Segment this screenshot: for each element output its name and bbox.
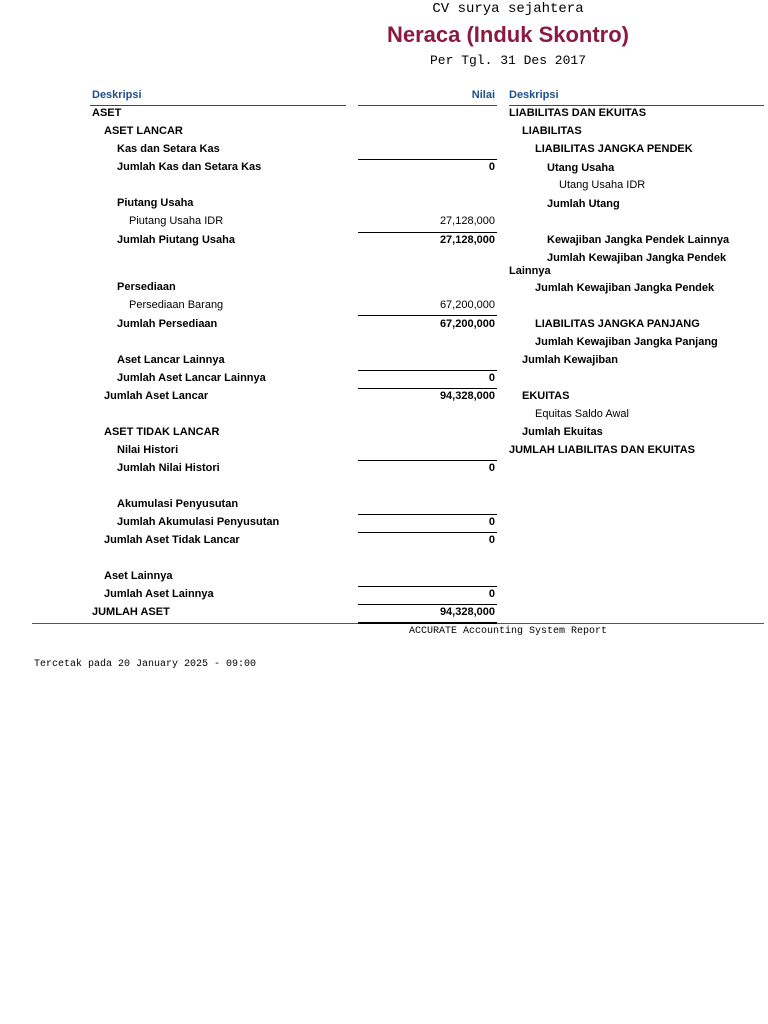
liability-row: [509, 426, 764, 439]
asset-value: 0: [488, 588, 495, 600]
liability-row: [509, 198, 764, 211]
asset-label: ASET LANCAR: [104, 125, 183, 137]
liability-label: LIABILITAS JANGKA PENDEK: [535, 143, 693, 155]
asset-value: 94,328,000: [439, 606, 495, 618]
asset-label: Jumlah Persediaan: [117, 318, 218, 330]
liability-row: [509, 107, 764, 120]
asset-label: Jumlah Aset Lancar: [104, 390, 209, 402]
asset-label: Aset Lancar Lainnya: [117, 354, 225, 366]
asset-label: Jumlah Piutang Usaha: [117, 234, 235, 246]
asset-label: ASET: [92, 107, 122, 119]
system-footer: ACCURATE Accounting System Report: [408, 626, 608, 637]
liability-label: JUMLAH LIABILITAS DAN EKUITAS: [509, 444, 695, 456]
asset-value: 0: [488, 161, 495, 173]
asset-label: Jumlah Akumulasi Penyusutan: [117, 516, 280, 528]
asset-label: Nilai Histori: [117, 444, 179, 456]
liability-label: Kewajiban Jangka Pendek Lainnya: [547, 234, 730, 246]
asset-value: 67,200,000: [439, 318, 495, 330]
asset-label: Jumlah Aset Lancar Lainnya: [117, 372, 266, 384]
asset-label: Piutang Usaha IDR: [129, 215, 224, 227]
liability-label: LIABILITAS JANGKA PANJANG: [535, 318, 700, 330]
header-divider-left: [90, 105, 346, 106]
asset-value: 27,128,000: [439, 215, 495, 227]
asset-label: Jumlah Kas dan Setara Kas: [117, 161, 262, 173]
liability-row: [509, 390, 764, 403]
liability-row: [509, 336, 764, 349]
grand-total-rule: [358, 622, 497, 624]
liability-row: [509, 252, 764, 278]
report-period: Per Tgl. 31 Des 2017: [429, 53, 587, 68]
asset-value: 0: [488, 516, 495, 528]
asset-label: Persediaan: [117, 281, 176, 293]
liability-label: Equitas Saldo Awal: [535, 408, 629, 420]
asset-value: 0: [488, 462, 495, 474]
column-header-value: Nilai: [471, 89, 495, 101]
liability-row: [509, 354, 764, 367]
report-title: Neraca (Induk Skontro): [386, 22, 630, 47]
liability-label: Utang Usaha: [547, 162, 615, 174]
liability-label: Jumlah Kewajiban Jangka Panjang: [535, 336, 718, 348]
liability-row: [509, 162, 764, 175]
liability-label: LIABILITAS: [522, 125, 582, 137]
liability-label: Utang Usaha IDR: [559, 179, 646, 191]
asset-label: Jumlah Nilai Histori: [117, 462, 220, 474]
column-header-description-left: Deskripsi: [92, 89, 142, 101]
asset-value: 0: [488, 372, 495, 384]
liability-row: [509, 125, 764, 138]
asset-label: Jumlah Aset Lainnya: [104, 588, 214, 600]
asset-label: Akumulasi Penyusutan: [117, 498, 239, 510]
liability-row: [509, 318, 764, 331]
liability-label: Jumlah Ekuitas: [522, 426, 603, 438]
liability-row: [509, 444, 764, 457]
liability-label: EKUITAS: [522, 390, 570, 402]
asset-label: Aset Lainnya: [104, 570, 173, 582]
asset-label: Jumlah Aset Tidak Lancar: [104, 534, 240, 546]
asset-value: 0: [488, 534, 495, 546]
asset-label: ASET TIDAK LANCAR: [104, 426, 220, 438]
header-divider-value: [358, 105, 497, 106]
company-name: CV surya sejahtera: [432, 1, 584, 17]
liability-row: [509, 408, 764, 421]
asset-value: 27,128,000: [439, 234, 495, 246]
liability-label: Jumlah Utang: [547, 198, 620, 210]
asset-value: 94,328,000: [439, 390, 495, 402]
header-divider-right: [509, 105, 764, 106]
liability-row: [509, 143, 764, 156]
liability-label: Jumlah Kewajiban Jangka Pendek Lainnya: [509, 252, 727, 277]
asset-value: 67,200,000: [439, 299, 495, 311]
liability-row: [509, 282, 764, 295]
printed-timestamp: Tercetak pada 20 January 2025 - 09:00: [34, 659, 257, 670]
asset-label: Piutang Usaha: [117, 197, 194, 209]
asset-label: Persediaan Barang: [129, 299, 224, 311]
liability-row: [509, 179, 764, 192]
liability-row: [509, 234, 764, 247]
asset-label: JUMLAH ASET: [92, 606, 170, 618]
liability-label: Jumlah Kewajiban: [522, 354, 618, 366]
liability-label: Jumlah Kewajiban Jangka Pendek: [535, 282, 715, 294]
liability-label: LIABILITAS DAN EKUITAS: [509, 107, 647, 119]
column-header-description-right: Deskripsi: [509, 89, 559, 101]
asset-label: Kas dan Setara Kas: [117, 143, 220, 155]
